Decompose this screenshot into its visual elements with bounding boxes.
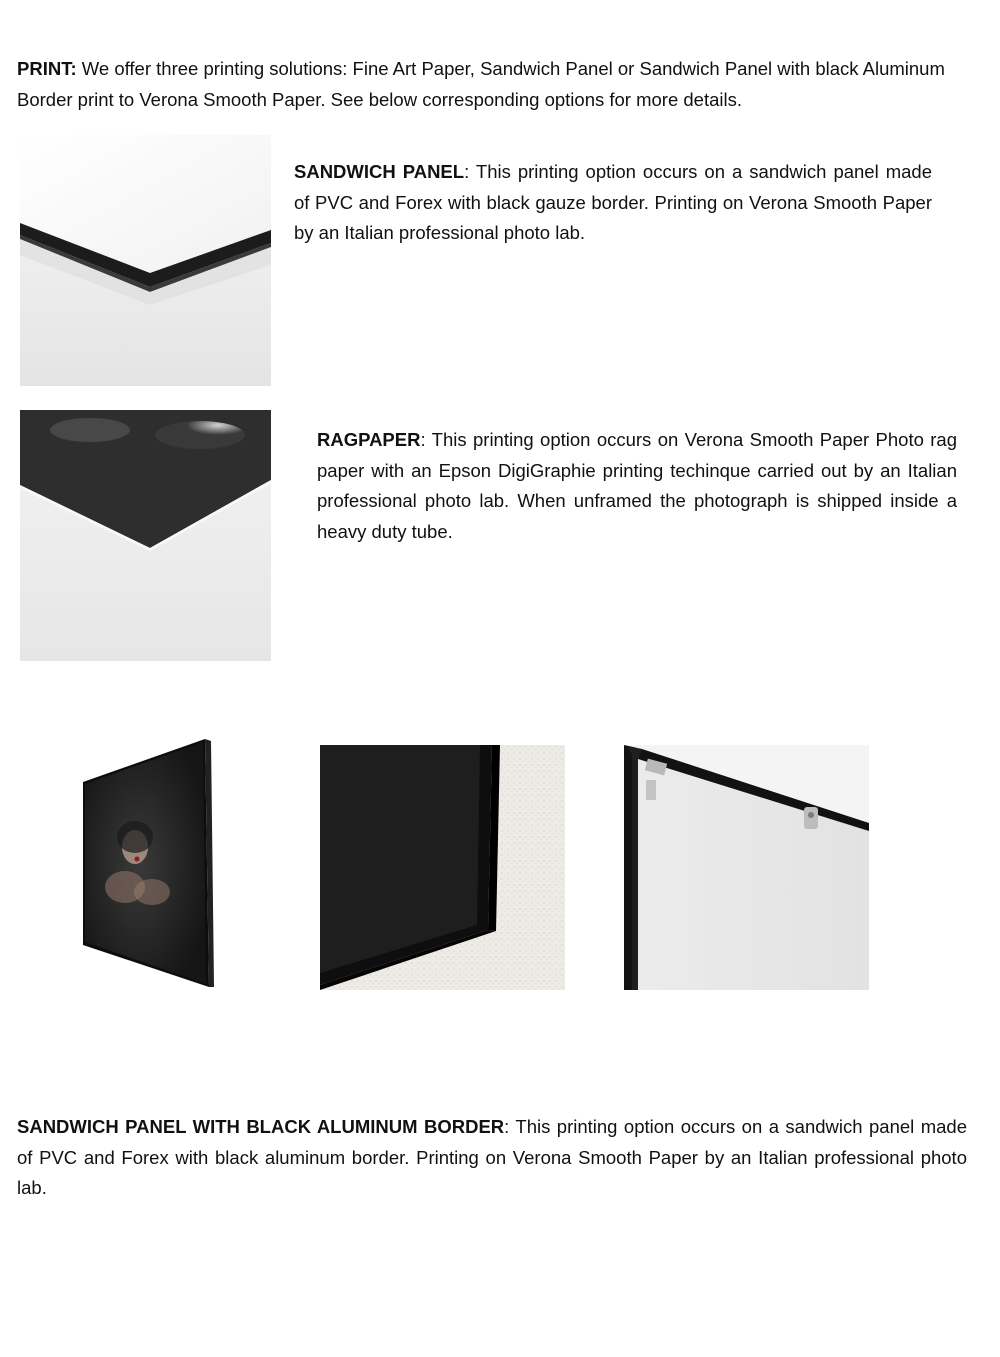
sandwich-panel-text: : This printing option occurs on a sandwich panel made of PVC and Forex with black gauze border. Printing on Verona Smooth Paper by an Italian professional photo lab. (294, 161, 932, 243)
sandwich-border-description (17, 1112, 967, 1204)
ragpaper-label: RAGPAPER (317, 429, 421, 450)
sandwich-border-text: : This printing option occurs on a sandwich panel made of PVC and Forex with black aluminum border. Printing on Verona Smooth Paper by an Italian professional photo lab. (17, 1116, 967, 1198)
sandwich-panel-description (294, 157, 932, 249)
sandwich-border-label: SANDWICH PANEL WITH BLACK ALUMINUM BORDER (17, 1116, 505, 1137)
intro-text: We offer three printing solutions: Fine Art Paper, Sandwich Panel or Sandwich Panel with black Aluminum Border print to Verona Smooth Paper. See below corresponding options for more details. (17, 58, 945, 110)
sandwich-panel-photo (20, 135, 271, 386)
sandwich-panel-label: SANDWICH PANEL (294, 161, 465, 182)
intro-paragraph (17, 54, 947, 115)
frame-back-photo (624, 745, 869, 990)
frame-corner-photo (320, 745, 565, 990)
ragpaper-description (317, 425, 957, 547)
framed-portrait-photo (17, 737, 260, 990)
ragpaper-text: : This printing option occurs on Verona Smooth Paper Photo rag paper with an Epson DigiGraphie printing techinque carried out by an Italian professional photo lab. When unframed the photograph is shipped inside a heavy duty tube. (317, 429, 957, 542)
intro-label: PRINT: (17, 58, 77, 79)
ragpaper-photo (20, 410, 271, 661)
